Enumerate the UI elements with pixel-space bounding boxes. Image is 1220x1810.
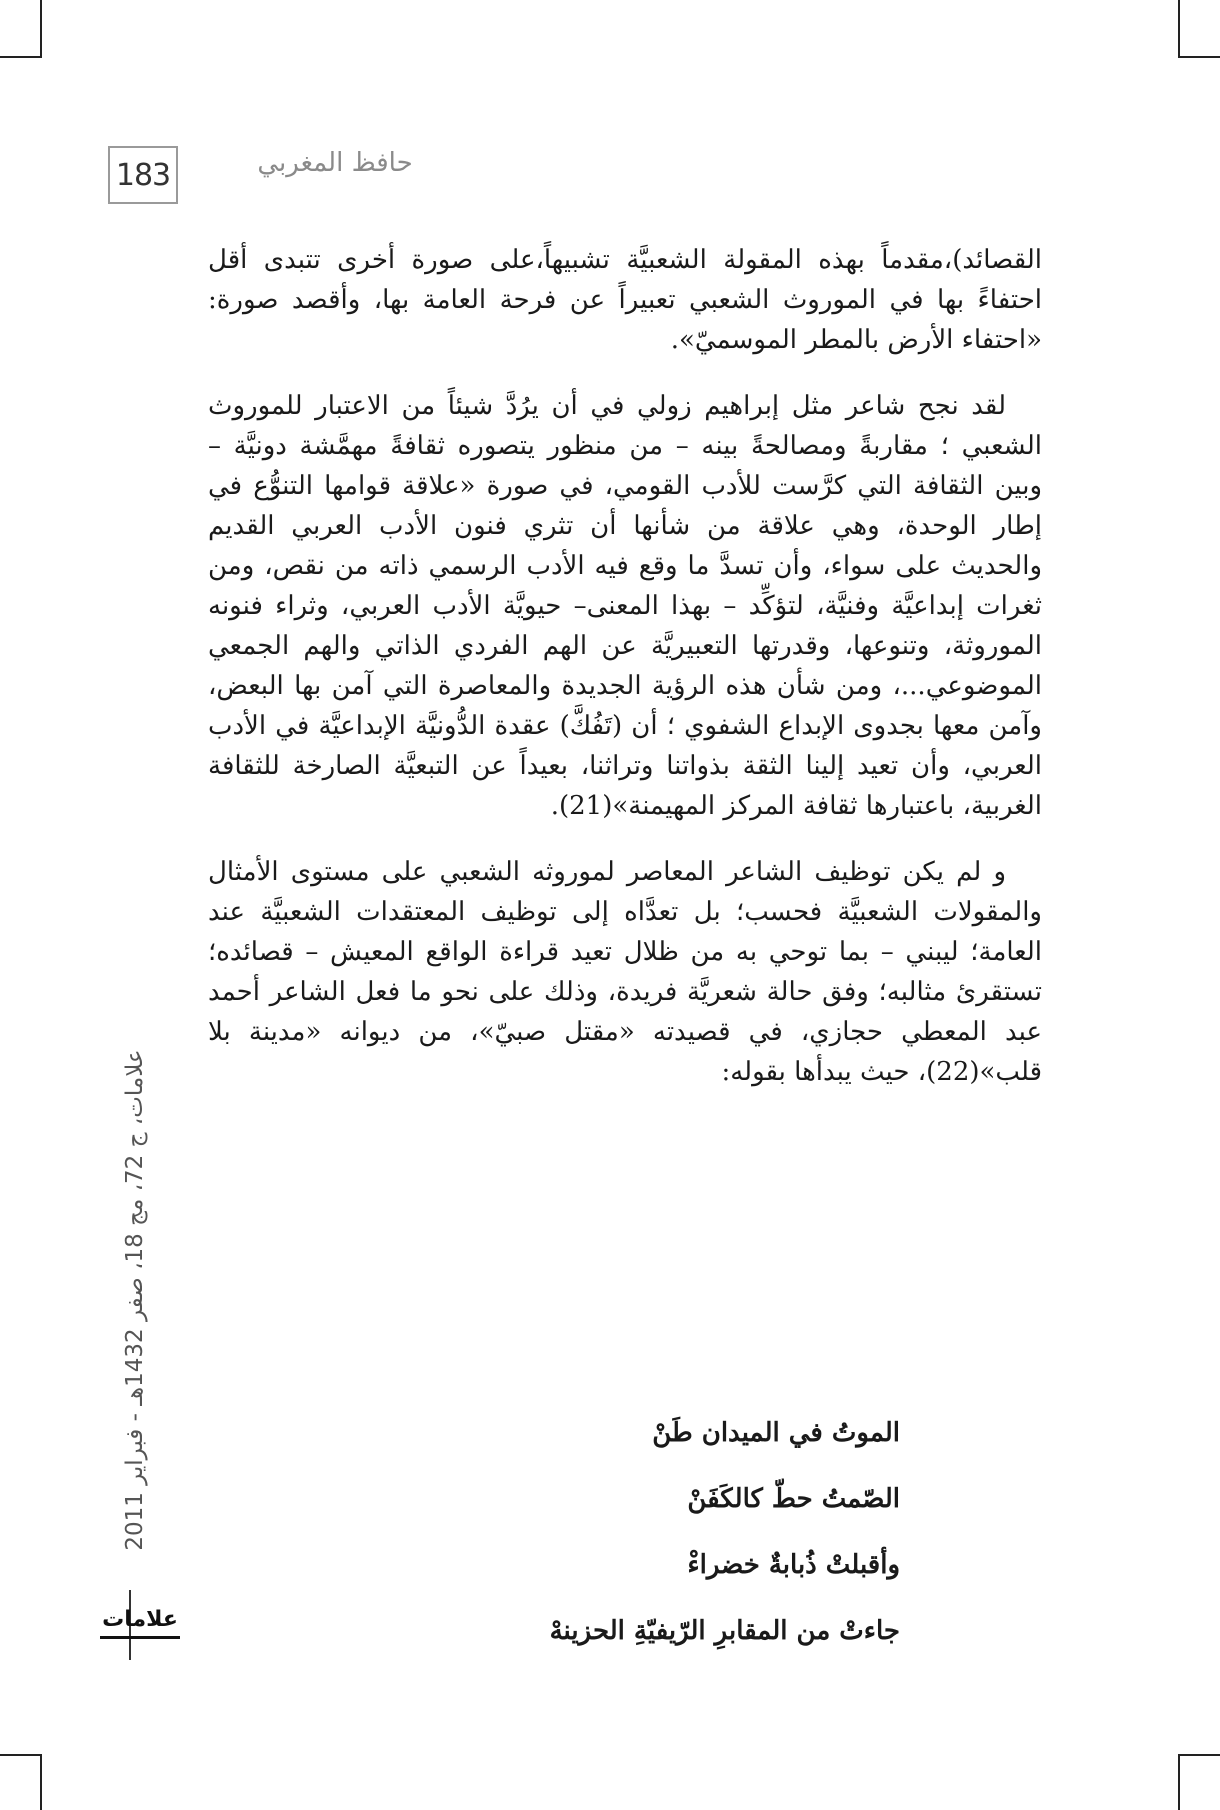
crop-mark-top-left-vertical: [40, 0, 42, 56]
crop-mark-bottom-left-vertical: [40, 1754, 42, 1810]
paragraph: لقد نجح شاعر مثل إبراهيم زولي في أن يرُدَّ شيئاً من الاعتبار للموروث الشعبي ؛ مقاربةً ومصالحةً بينه – من منظور يتصوره ثقافةً مهمَّشة دونيَّة – وبين الثقافة التي كرَّست للأدب القومي، في صورة «علاقة قوامها التنوُّع في إطار الوحدة، وهي علاقة من شأنها أن تثري فنون الأدب العربي القديم والحديث على سواء، وأن تسدَّ ما وقع فيه الأدب الرسمي ذاته من نقص، ومن ثغرات إبداعيَّة وفنيَّة، لتؤكِّد – بهذا المعنى– حيويَّة الأدب العربي، وثراء فنونه الموروثة، وتنوعها، وقدرتها التعبيريَّة عن الهم الفردي الذاتي والهم الجمعي الموضوعي...، ومن شأن هذه الرؤية الجديدة والمعاصرة التي آمن بها البعض، وآمن معها بجدوى الإبداع الشفوي ؛ أن (تَفُكَّ) عقدة الدُّونيَّة الإبداعيَّة في الأدب العربي، وأن تعيد إلينا الثقة بذواتنا وتراثنا، بعيداً عن التبعيَّة الصارخة للثقافة الغربية، باعتبارها ثقافة المركز المهيمنة»(21).: [208, 391, 1042, 821]
crop-mark-top-left-horizontal: [0, 56, 42, 58]
paragraph: القصائد)،مقدماً بهذه المقولة الشعبيَّة تشبيهاً،على صورة أخرى تتبدى أقل احتفاءً بها في الموروث الشعبي تعبيراً عن فرحة العامة بها، وأقصد صورة: «احتفاء الأرض بالمطر الموسميّ».: [208, 245, 1042, 355]
poem-line: وأقبلتْ ذُبابةٌ خضراءْ: [687, 1550, 900, 1580]
crop-mark-top-right-vertical: [1178, 0, 1180, 56]
poem-line: الصّمتُ حطّ كالكَفَنْ: [687, 1484, 900, 1514]
poem-line: الموتُ في الميدان طَنْ: [652, 1418, 900, 1448]
journal-logo: علامات: [100, 1606, 180, 1639]
crop-mark-bottom-left-horizontal: [0, 1754, 42, 1756]
poem-excerpt: [520, 1400, 900, 1664]
page-number: 183: [108, 146, 178, 204]
paragraph: و لم يكن توظيف الشاعر المعاصر لموروثه الشعبي على مستوى الأمثال والمقولات الشعبيَّة فحسب؛ بل تعدَّاه إلى توظيف المعتقدات الشعبيَّة عند العامة؛ ليبني – بما توحي به من ظلال تعيد قراءة الواقع المعيش – قصائده؛ تستقرئ مثالبه؛ وفق حالة شعريَّة فريدة، وذلك على نحو ما فعل الشاعر أحمد عبد المعطي حجازي، في قصيدته «مقتل صبيّ»، من ديوانه «مدينة بلا قلب»(22)، حيث يبدأها بقوله:: [208, 857, 1042, 1087]
journal-citation: علامات، ج 72، مج 18، صفر 1432هـ - فبراير 2011: [122, 1049, 148, 1551]
crop-mark-bottom-right-horizontal: [1178, 1754, 1220, 1756]
crop-mark-top-right-horizontal: [1178, 56, 1220, 58]
crop-mark-bottom-right-vertical: [1178, 1754, 1180, 1810]
poem-line: جاءتْ من المقابرِ الرّيفيّةِ الحزينهْ: [549, 1616, 900, 1646]
journal-citation-sidebar: [105, 1030, 165, 1630]
running-title: حافظ المغربي: [257, 148, 413, 178]
article-body: [208, 240, 1042, 1118]
